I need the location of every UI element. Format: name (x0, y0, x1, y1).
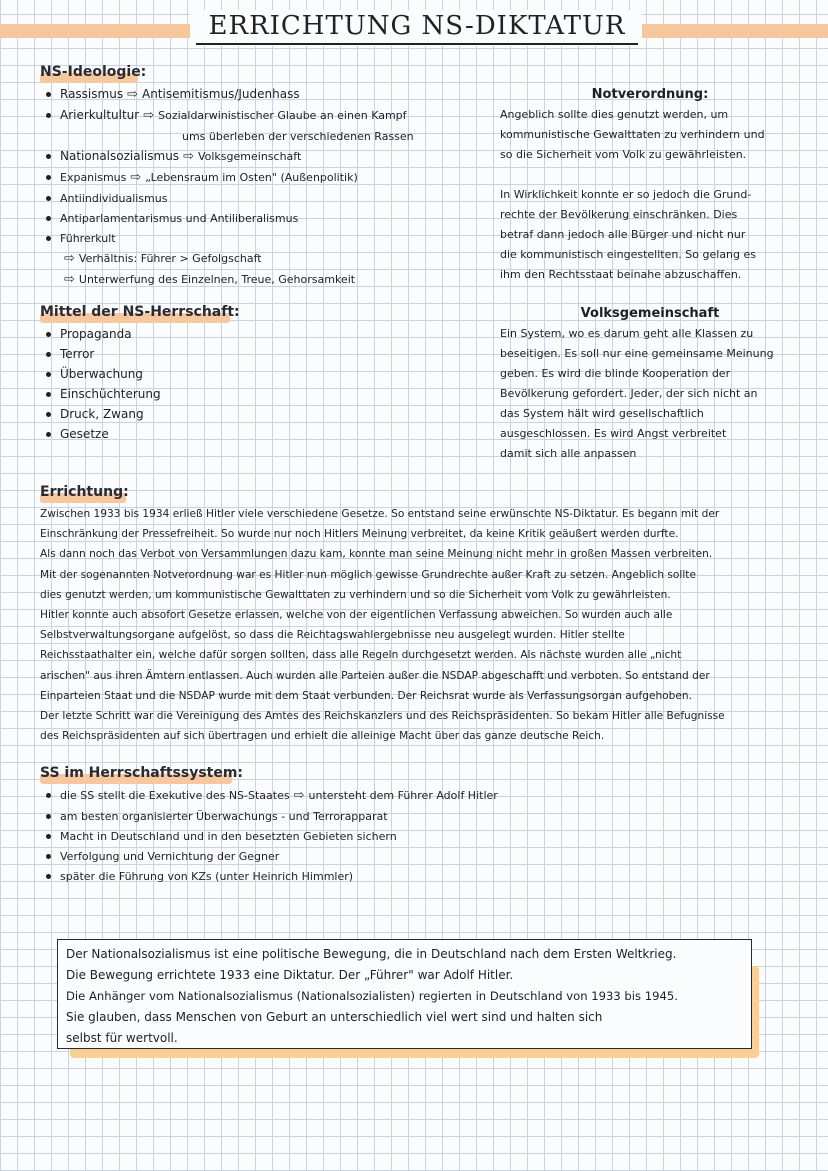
list-item: Überwachung (40, 364, 340, 384)
errichtung-section (40, 484, 810, 746)
list-item: Expanismus ⇨ „Lebensraum im Osten" (Außenpolitik) (40, 167, 480, 188)
paragraph-line: Hitler konnte auch absofort Gesetze erlassen, welche von der eigentlichen Verfassung abweichen. So wurden auch alle (40, 609, 673, 622)
volksgemeinschaft-heading: Volksgemeinschaft (580, 306, 720, 321)
summary-line: Sie glauben, dass Menschen von Geburt an unterschiedlich viel wert sind und halten sich (66, 1010, 603, 1024)
arrow-icon: ⇨ (143, 108, 155, 123)
arrow-icon: ⇨ (183, 149, 194, 164)
summary-line: Der Nationalsozialismus ist eine politische Bewegung, die in Deutschland nach dem Ersten Weltkrieg. (66, 947, 677, 961)
notverordnung-section (500, 85, 800, 285)
summary-line: selbst für wertvoll. (66, 1031, 178, 1045)
arrow-icon: ⇨ (64, 272, 75, 287)
list-item: Gesetze (40, 424, 340, 444)
list-item: Rassismus ⇨ Antisemitismus/Judenhass (40, 84, 480, 105)
paragraph-line: Der letzte Schritt war die Vereinigung des Amtes des Reichskanzlers und des Reichspräsidenten. So bekam Hitler alle Befugnisse (40, 710, 725, 723)
notverordnung-line: betraf dann jedoch alle Bürger und nicht nur (500, 228, 746, 241)
list-item: Druck, Zwang (40, 404, 340, 424)
list-item-continuation: ums überleben der verschiedenen Rassen (182, 130, 414, 143)
list-item: Nationalsozialismus ⇨ Volksgemeinschaft (40, 146, 480, 167)
list-item: Verfolgung und Vernichtung der Gegner (40, 846, 600, 866)
paragraph-line: arischen" aus ihren Ämtern entlassen. Auch wurden alle Parteien außer die NSDAP abgeschafft und verboten. So entstand der (40, 669, 710, 682)
list-item: am besten organisierter Überwachungs - und Terrorapparat (40, 806, 600, 826)
summary-box (57, 939, 752, 1049)
ss-list (40, 785, 600, 886)
volksgemeinschaft-line: Bevölkerung gefordert. Jeder, der sich nicht an (500, 387, 758, 400)
paragraph-line: dies genutzt werden, um kommunistische Gewalttaten zu verhindern und so die Sicherheit vom Volk zu gewährleisten. (40, 588, 671, 601)
notverordnung-line: ihm den Rechtsstaat beinahe abzuschaffen. (500, 268, 742, 281)
list-item: Propaganda (40, 324, 340, 344)
ideology-heading: NS-Ideologie: (40, 64, 147, 80)
paragraph-line: Einparteien Staat und die NSDAP wurde mit dem Staat verbunden. Der Reichsrat wurde als Verfassungsorgan aufgehoben. (40, 689, 692, 702)
ideology-section (40, 64, 480, 290)
notverordnung-line: Angeblich sollte dies genutzt werden, um (500, 108, 729, 121)
ss-section (40, 765, 600, 886)
volksgemeinschaft-line: beseitigen. Es soll nur eine gemeinsame Meinung (500, 347, 774, 360)
errichtung-paragraph (40, 504, 810, 746)
volksgemeinschaft-line: damit sich alle anpassen (500, 447, 637, 460)
list-item: Terror (40, 344, 340, 364)
notverordnung-line: so die Sicherheit vom Volk zu gewährleisten. (500, 148, 747, 161)
list-item: Macht in Deutschland und in den besetzten Gebieten sichern (40, 826, 600, 846)
volksgemeinschaft-line: ausgeschlossen. Es wird Angst verbreitet (500, 427, 727, 440)
paragraph-line: Selbstverwaltungsorgane aufgelöst, so dass die Reichtagswahlergebnisse neu ausgelegt wurden. Hitler stellte (40, 629, 625, 642)
errichtung-heading: Errichtung: (40, 484, 129, 500)
summary-line: Die Bewegung errichtete 1933 eine Diktatur. Der „Führer" war Adolf Hitler. (66, 968, 514, 982)
notverordnung-line: kommunistische Gewalttaten zu verhindern und (500, 128, 765, 141)
paragraph-line: Mit der sogenannten Notverordnung war es Hitler nun möglich gewisse Grundrechte außer Kraft zu setzen. Angeblich sollte (40, 568, 696, 581)
list-item: die SS stellt die Exekutive des NS-Staates ⇨ untersteht dem Führer Adolf Hitler (40, 785, 600, 806)
sub-item: ⇨ Unterwerfung des Einzelnen, Treue, Gehorsamkeit (64, 272, 356, 287)
mittel-heading: Mittel der NS-Herrschaft: (40, 304, 240, 320)
paragraph-line: Einschränkung der Pressefreiheit. So wurde nur noch Hitlers Meinung verbreitet, da keine Kritik geäußert werden durfte. (40, 528, 679, 541)
arrow-icon: ⇨ (64, 251, 75, 266)
ss-heading: SS im Herrschaftssystem: (40, 765, 244, 781)
volksgemeinschaft-line: geben. Es wird die blinde Kooperation der (500, 367, 731, 380)
page-title: ERRICHTUNG NS-DIKTATUR (208, 11, 626, 41)
paragraph-line: Als dann noch das Verbot von Versammlungen dazu kam, konnte man seine Meinung nicht mehr in großen Massen verbreiten. (40, 548, 713, 561)
arrow-icon: ⇨ (127, 87, 138, 102)
paragraph-line: des Reichspräsidenten auf sich übertragen und erhielt die alleinige Macht über das ganze deutsche Reich. (40, 730, 605, 743)
notverordnung-line: In Wirklichkeit konnte er so jedoch die Grund- (500, 188, 752, 201)
arrow-icon: ⇨ (130, 170, 142, 185)
mittel-section (40, 304, 340, 444)
paragraph-line: Reichsstaathalter ein, welche dafür sorgen sollten, dass alle Regeln durchgesetzt werden. Als nächste wurden alle „nicht (40, 649, 682, 662)
mittel-list (40, 324, 340, 444)
volksgemeinschaft-line: das System hält wird gesellschaftlich (500, 407, 704, 420)
title-underline (196, 43, 638, 45)
volksgemeinschaft-line: Ein System, wo es darum geht alle Klassen zu (500, 327, 754, 340)
list-item: Führerkult (40, 228, 480, 248)
list-item: Antiindividualismus (40, 188, 480, 208)
list-item: Antiparlamentarismus und Antiliberalismus (40, 208, 480, 228)
notverordnung-line: die kommunistisch eingestellten. So gelang es (500, 248, 757, 261)
volksgemeinschaft-section (500, 304, 800, 464)
notverordnung-line: rechte der Bevölkerung einschränken. Dies (500, 208, 738, 221)
ideology-list (40, 84, 480, 290)
notverordnung-heading: Notverordnung: (591, 87, 709, 102)
summary-line: Die Anhänger vom Nationalsozialismus (Nationalsozialisten) regierten in Deutschland von 1933 bis 1945. (66, 989, 678, 1003)
arrow-icon: ⇨ (293, 788, 305, 803)
paragraph-line: Zwischen 1933 bis 1934 erließ Hitler viele verschiedene Gesetze. So entstand seine erwünschte NS-Diktatur. Es begann mit der (40, 508, 720, 520)
sub-item: ⇨ Verhältnis: Führer > Gefolgschaft (64, 251, 262, 266)
list-item: Einschüchterung (40, 384, 340, 404)
list-item: Arierkultultur ⇨ Sozialdarwinistischer Glaube an einen Kampf (40, 105, 480, 126)
list-item: später die Führung von KZs (unter Heinrich Himmler) (40, 866, 600, 886)
